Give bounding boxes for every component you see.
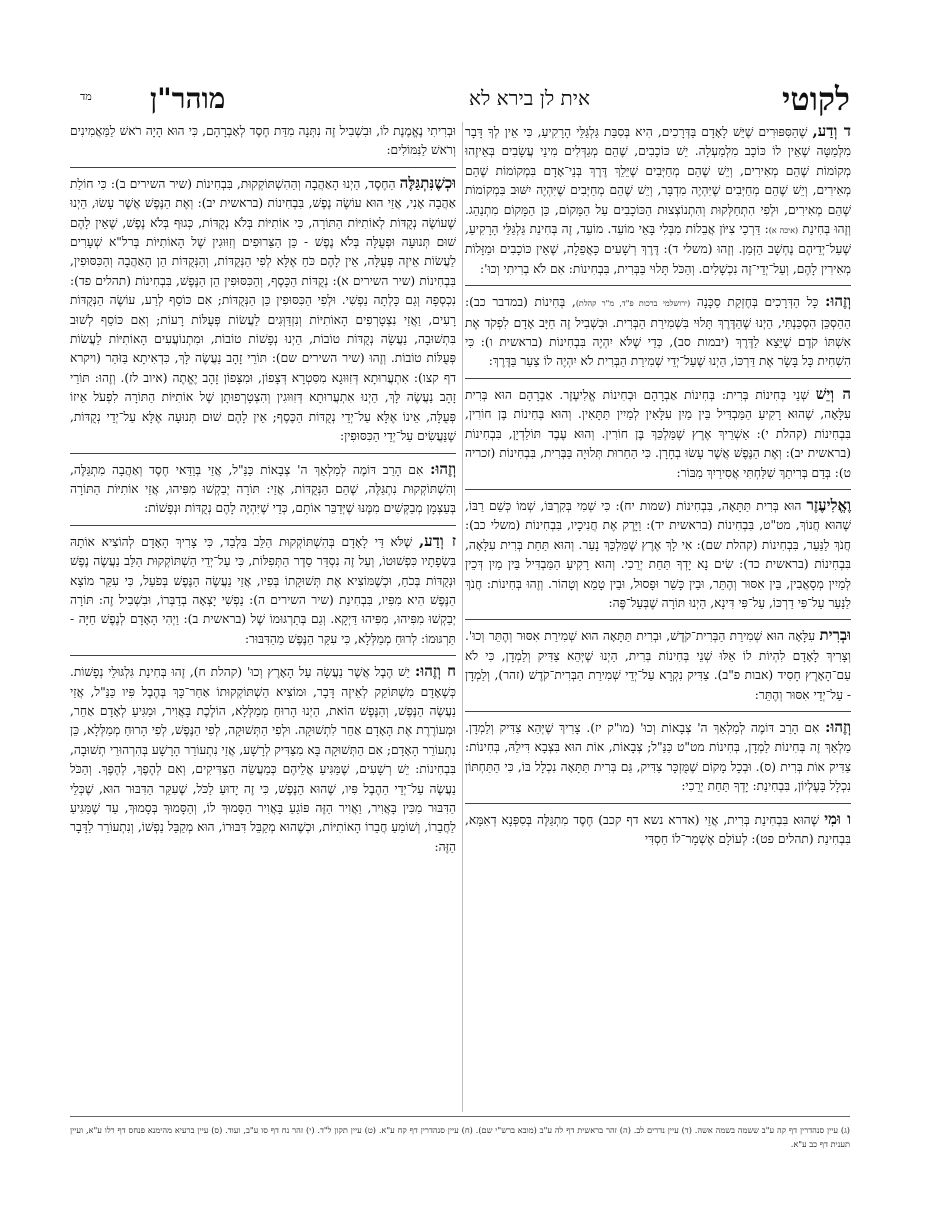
header-title-right: לקוטי — [782, 80, 850, 118]
column-divider — [462, 122, 463, 1112]
left-column — [70, 122, 456, 863]
paragraph: ו וּמִי שֶׁהוּא בִּבְחִינַת בְּרִית, אֲזַי (אדרא נשא דף קכב) חֶסֶד מִתְגַּלֶּה בְּסִפְּנָא דְאִמָּא, בִּבְחִינַת (תהלים פט): לְעוֹלָם אֶשְׁמָר־לוֹ חַסְדִּי — [465, 809, 851, 846]
paragraph: ה וְיֵשׁ שְׁנֵי בְּחִינוֹת בְּרִית: בְּחִינוֹת אַבְרָהָם וּבְחִינוֹת אֱלִיעֶזֶר. אַבְרָהָם הוּא בְּרִית עִלָּאָה, שֶׁהוּא רָקִיעַ הַמַּבְדִּיל בֵּין מַיִן עִלָּאִין לְמַיִין תַּתָּאִין. וְהוּא בְּחִינוֹת בֶּן חוֹרִין, בִּבְחִינוֹת (קהלת י): אַשְׁרֵיךְ אֶרֶץ שֶׁמַּלְכֵּךְ בֶּן חוֹרִין. וְהוּא עֶבֶד תּוֹלַדְיָן, בִּבְחִינוֹת (בראשית יב): וְאֶת הַנֶּפֶשׁ אֲשֶׁר עָשׂוּ בְחָרָן. כִּי הַחֵרוּת תְּלוּיָה בַּבְּרִית, בִּבְחִינוֹת (זכריה ט): בְּדַם בְּרִיתֵךְ שִׁלַּחְתִּי אֲסִירַיִךְ מִבּוֹר: — [465, 384, 851, 480]
paragraph: וְזֶהוּ: כָּל הַדְּרָכִים בְּחֶזְקַת סַכָּנָה (ירושלמי ברכות פ"ד, מ"ר קהלת), בְּחִינוֹת (במדבר כב): הַהַסְכֵּן הִסְכַּנְתִּי, הַיְנוּ שֶׁהַדֶּרֶךְ תָּלוּי בִּשְׁמִירַת הַבְּרִית. וּבִשְׁבִיל זֶה חַיָּב אָדָם לִפְקֹד אֶת אִשְׁתּוֹ קֹדֶם שֶׁיֵּצֵא לַדֶּרֶךְ (יבמות סב), כְּדֵי שֶׁלֹּא יִהְיֶה בִּבְחִינוֹת (בראשית ו): כִּי הִשְׁחִית כָּל בָּשָׂר אֶת דַּרְכּוֹ, הַיְנוּ שֶׁעַל־יְדֵי שְׁמִירַת הַבְּרִית לֹא יִהְיֶה לוֹ צַעַר בַּדֶּרֶךְ: — [465, 292, 852, 369]
section-divider — [70, 525, 456, 526]
paragraph: וְזֶהוּ: אִם הָרַב דּוֹמֶה לְמַלְאַךְ ה' צְבָאוֹת וְכוּ' (מו"ק יז). צָרִיךְ שֶׁיְּהֵא צַדִּיק וְלַמְדָן. מַלְאַךְ זֶה בְּחִינוֹת לַמְדָן, בְּחִינוֹת מט"ט כַּנַּ"ל; צְבָאוֹת, אוֹת הוּא בִּצְבָא דִּילֵהּ, בְּחִינוֹת: צַדִּיק אוֹת בְּרִית (ס). וּבְכָל מָקוֹם שֶׁמֻּזְכָּר צַדִּיק, גַּם בְּרִית תַּתָּאָה נִכְלָל בּוֹ, כִּי הַתַּחְתּוֹן נִכְלָל בָּעֶלְיוֹן, בִּבְחִינַת: יָדְךָ תַּחַת יְרֵכִי: — [465, 717, 852, 794]
section-divider — [70, 167, 456, 168]
paragraph: ח וְזֶהוּ: יֵשׁ הֶבֶל אֲשֶׁר נַעֲשָׂה עַל הָאָרֶץ וְכוּ' (קהלת ח), זֶהוּ בְּחִינַת גִּלְגּוּלֵי נְפָשׁוֹת. כְּשֶׁאָדָם מִשְׁתּוֹקֵק לְאֵיזֶה דָּבָר, וּמוֹצִיא הַשְׁתּוֹקְקוּתוֹ אַחַר־כָּךְ בְּהֶבֶל פִּיו כַּנַּ"ל, אֲזַי נַעֲשֶׂה הַנֶּפֶשׁ, וְהַנֶּפֶשׁ הוֹאת, הַיְנוּ הָרוּחַ מְמַלְּלָא, הוֹלֶכֶת בָּאֲוִיר, וּמַגִּיעַ לְאָדָם אַחֵר, וּמְעוֹרֶרֶת אֶת הָאָדָם אַחֵר לִתְשׁוּקָה. וּלְפִי הַתְּשׁוּקָה, לְפִי הַנֶּפֶשׁ, לְפִי הָרוּחַ מְמַלְּלָא, כֵּן נִתְעוֹרֵר הָאָדָם; אִם הַתְּשׁוּקָה בָּא מִצַּדִּיק לְרָשָׁע, אֲזַי נִתְעוֹרֵר הָרָשָׁע בְּהִרְהוּרֵי תְשׁוּבָה, בִּבְחִינוֹת: יֵשׁ רְשָׁעִים, שֶׁמַּגִּיעַ אֲלֵיהֶם כְּמַעֲשֵׂה הַצַּדִּיקִים, וְאִם לְהֶפֶךְ, לְהֶפֶךְ. וְהַכֹּל נַעֲשֶׂה עַל־יְדֵי הַהֶבֶל פִּיו, שֶׁהוּא הַנֶּפֶשׁ, כִּי זֶה יָדוּעַ לַכֹּל, שֶׁעִקַּר הַדִּבּוּר הוּא, שֶׁכְּלֵי הַדִּבּוּר מַכִּין בָּאֲוִיר, וַאֲוִיר הַזֶּה פּוֹגֵעַ בָּאֲוִיר הַסָּמוּךְ לוֹ, וְהַסָּמוּךְ בְּסָמוּךְ, עַד שֶׁמַּגִּיעַ לַחֲבֵרוֹ, וְשׁוֹמֵעַ חֲבֵרוֹ הָאוֹתִיּוֹת, וּכְשֶׁהוּא מְקַבֵּל דִּבּוּרוֹ, הוּא מְקַבֵּל נַפְשׁוֹ, וְנִתְעוֹרֵר לַדָּבָר הַזֶּה: — [70, 662, 457, 854]
header-title-left: מוהר"ן — [150, 82, 226, 115]
paragraph: וּבְרִיתִי נֶאֱמֶנֶת לוֹ, וּבִשְׁבִיל זֶה נִתְּנָה מִדַּת חֶסֶד לְאַבְרָהָם, כִּי הוּא הָיָה רֹאשׁ לַמַּאֲמִינִים וְרֹאשׁ לַנִּמּוֹלִים: — [70, 124, 456, 158]
paragraph: וֶאֱלִיעֶזֶר הוּא בְּרִית תַּתָּאָה, בִּבְחִינוֹת (שמות יח): כִּי שְׁמִי בְּקִרְבּוֹ, שְׁמוֹ כְּשֵׁם רַבּוֹ, שֶׁהוּא חֲנוֹךְ, מט"ט, בִּבְחִינוֹת (בראשית יד): וַיָּרֶק אֶת חֲנִיכָיו, בִּבְחִינוֹת (משלי כב): חֲנֹךְ לַנַּעַר, בִּבְחִינוֹת (קהלת שם): אִי לָךְ אֶרֶץ שֶׁמַּלְכֵּךְ נָעַר. וְהוּא תַּחַת בְּרִית עִלָּאָה, בִּבְחִינוֹת (בראשית כד): שִׂים נָא יָדְךָ תַּחַת יְרֵכִי. וְהוּא רָקִיעַ הַמַּבְדִּיל בֵּין מַיִן דְּכֵין לְמַיִין מְסָאֲבִין, בֵּין אִסּוּר וְהֶתֵּר, וּבֵין כָּשֵׁר וּפָסוּל, וּבֵין טָמֵא וְטָהוֹר. וְזֶהוּ בְּחִינוֹת: חֲנֹךְ לַנַּעַר עַל־פִּי דַרְכּוֹ, עַל־פִּי דִּינָא, הַיְנוּ תּוֹרָה שֶׁבְּעַל־פֶּה: — [465, 495, 852, 610]
paragraph: וּבְרִית עִלָּאָה הוּא שְׁמִירַת הַבְּרִית־קֹדֶשׁ, וּבְרִית תַּתָּאָה הוּא שְׁמִירַת אִסּוּר וְהֶתֵּר וְכוּ'. וְצָרִיךְ לָאָדָם לִהְיוֹת לוֹ אֵלּוּ שְׁנֵי בְּחִינוֹת בְּרִית, הַיְנוּ שֶׁיְּהֵא צַדִּיק וְלַמְדָן, כִּי לֹא עַם־הָאָרֶץ חָסִיד (אבות פ"ב). צַדִּיק נִקְרָא עַל־יְדֵי שְׁמִירַת הַבְּרִית־קֹדֶשׁ (זהר), וְלַמְדָן - עַל־יְדֵי אִסּוּר וְהֶתֵּר: — [465, 626, 851, 702]
right-column — [465, 122, 851, 855]
paragraph: וְזֶהוּ: אִם הָרַב דּוֹמֶה לְמַלְאַךְ ה' צְבָאוֹת כַּנַּ"ל, אֲזַי בְּוַדַּאי חֶסֶד וְאַהֲבָה מִתְגַּלֶּה, וְהִשְׁתּוֹקְקוּת נִתְגַּלֶּה, שֶׁהֵם הַנְּקֻדּוֹת, אֲזַי: תּוֹרָה יְבַקְשׁוּ מִפִּיהוּ, אֲזַי אוֹתִיּוֹת הַתּוֹרָה בְּעַצְמָן מְבַקְּשִׁים מִמֶּנּוּ שֶׁיְּדַבֵּר אוֹתָם, כְּדֵי שֶׁיִּהְיֶה לָהֶם נְקֻדּוֹת וּנְפָשׁוֹת: — [70, 459, 457, 516]
page-number: מד — [80, 90, 92, 103]
section-divider — [70, 453, 456, 454]
paragraph: ד וְדַע, שֶׁהַסִּפּוּרִים שֶׁיֵּשׁ לָאָדָם בַּדְּרָכִים, הִיא בְּסִבַּת גַּלְגַּלֵּי הָרָקִיעַ, כִּי אֵין לְךָ דָּבָר מִלְּמַטָּה שֶׁאֵין לוֹ כּוֹכָב מִלְמַעְלָה. יֵשׁ כּוֹכָבִים, שֶׁהֵם מְגַדְּלִים מִינֵי עֲשָׂבִים בְּאֵיזֶהוּ מְקוֹמוֹת שֶׁהֵם מְאִירִים, וְיֵשׁ שֶׁהֵם מְחַיְּבִים שֶׁיֵּלֵךְ דֶּרֶךְ בְּנֵי־אָדָם בִּמְקוֹמוֹת שֶׁהֵם מְאִירִים, וְיֵשׁ שֶׁהֵם מְחַיְּבִים שֶׁיִּהְיֶה מִדְבָּר, וְיֵשׁ שֶׁהֵם מְחַיְּבִים שֶׁיִּהְיֶה יִשּׁוּב בִּמְקוֹמוֹת שֶׁהֵם מְאִירִים, וּלְפִי הִתְחַלְּקוּת וְהִתְנוֹצְצוּת הַכּוֹכָבִים עַל הַמָּקוֹם, כֵּן הַמָּקוֹם מִתְנַהֵג. וְזֶהוּ בְּחִינַת (איכה א): דַּרְכֵי צִיּוֹן אֲבֵלוֹת מִבְּלִי בָּאֵי מוֹעֵד. מוֹעֵד, זֶה בְּחִינַת גַּלְגַּלֵּי הָרָקִיעַ, שֶׁעַל־יְדֵיהֶם נֶחְשָׁב הַזְּמַן. וְזֶהוּ (משלי ד): דֶּרֶךְ רְשָׁעִים כָּאֲפֵלָה, שֶׁאֵין כּוֹכָבִים וּמַזָּלוֹת מְאִירִין לָהֶם, וְעַל־יְדֵי־זֶה נִכְשָׁלִים. וְהַכֹּל תָּלוּי בַּבְּרִית, בִּבְחִינוֹת: אִם לֹא בְרִיתִי וְכוּ': — [465, 122, 852, 276]
paragraph: וּכְשֶׁנִּתְגַּלֶּה הַחֶסֶד, הַיְנוּ הָאַהֲבָה וְהַהִשְׁתּוֹקְקוּת, בִּבְחִינוֹת (שיר השירים ב): כִּי חוֹלַת אַהֲבָה אָנִי, אֲזַי הוּא עוֹשֶׂה נֶפֶשׁ, בִּבְחִינוֹת (בראשית יב): וְאֶת הַנֶּפֶשׁ אֲשֶׁר עָשׂוּ, הַיְנוּ שֶׁעוֹשֶׂה נְקֻדּוֹת לְאוֹתִיּוֹת הַתּוֹרָה, כִּי אוֹתִיּוֹת בְּלֹא נְקֻדּוֹת, כְּגוּף בְּלֹא נֶפֶשׁ, שֶׁאֵין לָהֶם שׁוּם תְּנוּעָה וּפְעֻלָּה בְּלֹא נֶפֶשׁ - כֵּן הַצֵּרוּפִים וְזִוּוּגִין שֶׁל הָאוֹתִיּוֹת בְּרל"א שְׁעָרִים לַעֲשׂוֹת אֵיזֶה פְּעֻלָּה, אֵין לָהֶם כֹּחַ אֶלָּא לְפִי הַנְּקֻדּוֹת, וְהַנְּקֻדּוֹת הֵן הָאַהֲבָה וְהַכִּסּוּפִין, בִּבְחִינוֹת (שיר השירים א): נְקֻדּוֹת הַכָּסֶף, וְהַכִּסּוּפִין הֵן הַנֶּפֶשׁ, בִּבְחִינוֹת (תהלים פד): נִכְסְפָה וְגַם כָּלְתָה נַפְשִׁי. וּלְפִי הַכִּסּוּפִין כֵּן הַנְּקֻדּוֹת; אִם כּוֹסֵף לְרַע, עוֹשֶׂה הַנְּקֻדּוֹת רָעִים, וַאֲזַי נִצְטָרְפִים הָאוֹתִיּוֹת וְנִזְדַּוְּגִים לַעֲשׂוֹת פְּעֻלּוֹת רָעוֹת; וְאִם כּוֹסֵף לְשׁוּב בִּתְשׁוּבָה, נַעֲשָׂה נְקֻדּוֹת טוֹבוֹת, הַיְנוּ נְפָשׁוֹת טוֹבוֹת, וּמִתְנוֹעֲעִים הָאוֹתִיּוֹת לַעֲשׂוֹת פְּעֻלּוֹת טוֹבוֹת. וְזֶהוּ (שיר השירים שם): תּוֹרֵי זָהָב נַעֲשֶׂה לָּךְ, כִּדְאִיתָא בַּזֹּהַר (ויקרא דף קצו): אִתְעֲרוּתָא דְּזִוּוּגָא מִסִּטְרָא דְּצָפוֹן, וּמִצָּפוֹן זָהָב יֶאֱתֶה (איוב לז). וְזֶהוּ: תּוֹרֵי זָהָב נַעֲשֶׂה לָּךְ, הַיְנוּ אִתְעֲרוּתָא דְּזִוּוּגִין וְהִצְטָרְפוּתָן שֶׁל אוֹתִיּוֹת הַתּוֹרָה לִפְעֹל אֵיזוֹ פְּעֻלָּה, אֵינוֹ אֶלָּא עַל־יְדֵי נְקֻדּוֹת הַכֶּסֶף; אֵין לָהֶם שׁוּם תְּנוּעָה אֶלָּא עַל־יְדֵי נְקֻדּוֹת, שֶׁנַּעֲשִׂים עַל־יְדֵי הַכִּסּוּפִין: — [70, 173, 457, 444]
running-header — [80, 80, 850, 120]
footnote-rule — [70, 1116, 850, 1117]
paragraph: ז וְדַע, שֶׁלֹּא דַּי לָאָדָם בְּהִשְׁתּוֹקְקוּת הַלֵּב בִּלְבַד, כִּי צָרִיךְ הָאָדָם לְהוֹצִיא אוֹתָהּ בִּשְׂפָתָיו כִּפְשׁוּטוֹ, וְעַל זֶה נִסְדַּר סֵדֶר הַתְּפִלּוֹת, כִּי עַל־יְדֵי הַשְׁתּוֹקְקוּת הַלֵּב נַעֲשֶׂה נֶפֶשׁ וּנְקֻדּוֹת בְּכֹחַ, וּכְשֶׁמּוֹצִיא אֶת תְּשׁוּקָתוֹ בְּפִיו, אֲזַי נַעֲשֶׂה הַנֶּפֶשׁ בְּפֹעַל, כִּי עִקַּר מוֹצָא הַנֶּפֶשׁ הִיא מִפִּיו, בִּבְחִינַת (שיר השירים ה): נַפְשִׁי יָצְאָה בְדַבְּרוֹ, וּבִשְׁבִיל זֶה: תּוֹרָה יְבַקְשׁוּ מִפִּיהוּ, מִפִּיהוּ דַּיְקָא. וְגַם בְּתַרְגּוּמוֹ שֶׁל (בראשית ב): וַיְהִי הָאָדָם לְנֶפֶשׁ חַיָּה - תַּרְגּוּמוֹ: לְרוּחַ מְמַלְּלָא, כִּי עִקַּר הַנֶּפֶשׁ מֵהַדִּבּוּר: — [70, 531, 456, 646]
section-divider — [465, 285, 851, 286]
section-divider — [70, 655, 456, 656]
section-divider — [465, 378, 851, 379]
section-divider — [465, 803, 851, 804]
section-divider — [465, 711, 851, 712]
section-divider — [465, 489, 851, 490]
section-divider — [465, 619, 851, 620]
footnotes: (ג) עיין סנהדרין דף קה ע"ב ששמה בשמה אשה. (ד) עיין נדרים לב. (ה) זהר בראשית דף לה ע"ב (מובא ברש"י שם). (ח) עיין סנהדרין דף קח ע"א. (ט) עיין תקון ל"ד. (י) זהר נח דף סו ע"ב, ועוד. (ס) עיין ברעיא מהימנא פנחס דף רלו ע"א, ועיין תענית דף כב ע"א. — [70, 1125, 850, 1149]
header-subtitle: אית לן בירא לא — [468, 86, 590, 110]
